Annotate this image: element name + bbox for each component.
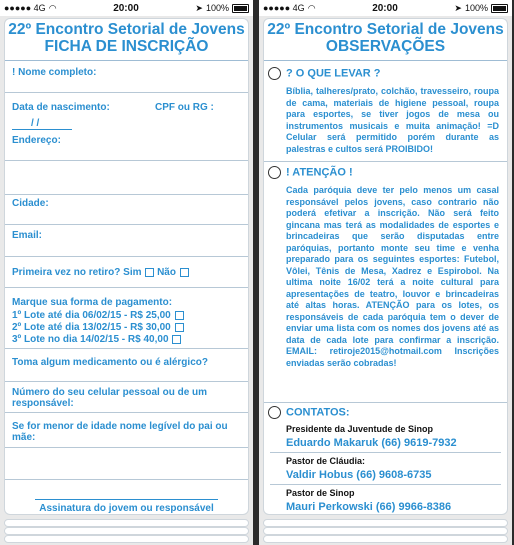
- lote3-label: 3º Lote no dia 14/02/15 - R$ 40,00: [12, 334, 169, 345]
- date-underline: [12, 129, 72, 130]
- sim-checkbox[interactable]: [145, 268, 154, 277]
- lote2-label: 2º Lote até dia 13/02/15 - R$ 30,00: [12, 322, 171, 333]
- atencao-heading: [264, 166, 507, 179]
- lote1-checkbox[interactable]: [175, 311, 184, 320]
- clock: 20:00: [372, 2, 398, 14]
- status-bar: [0, 0, 253, 16]
- bullet-circle-icon: [268, 67, 281, 80]
- registration-form-card: [4, 18, 249, 515]
- form-subtitle: FICHA DE INSCRIÇÃO: [44, 38, 209, 55]
- contact2-label: Pastor de Cláudia:: [286, 456, 366, 466]
- carrier-text: ●●●●● 4G: [263, 3, 305, 13]
- divider: [264, 161, 507, 162]
- battery-icon: [491, 4, 508, 13]
- contact1-value[interactable]: Eduardo Makaruk (66) 9619-7932: [286, 437, 457, 449]
- contatos-title: CONTATOS:: [286, 406, 350, 419]
- card-stack: [263, 527, 508, 535]
- contact2-value[interactable]: Valdir Hobus (66) 9608-6735: [286, 469, 432, 481]
- pagamento-label: Marque sua forma de pagamento:: [12, 297, 173, 308]
- nome-label: ! Nome completo:: [12, 67, 97, 78]
- location-icon: ➤: [195, 2, 203, 13]
- o-que-levar-heading: [264, 67, 507, 80]
- card-stack: [263, 535, 508, 543]
- nascimento-row: [12, 102, 241, 113]
- divider: [5, 224, 248, 225]
- divider: [5, 287, 248, 288]
- obs-header: [264, 19, 507, 61]
- carrier-text: ●●●●● 4G: [4, 3, 46, 13]
- phone-right: [259, 0, 512, 545]
- atencao-title: ! ATENÇÃO !: [286, 166, 353, 179]
- obs-subtitle: OBSERVAÇÕES: [325, 38, 446, 55]
- contatos-heading: [264, 406, 507, 419]
- obs-title: 22º Encontro Setorial de Jovens: [267, 21, 504, 38]
- divider: [5, 92, 248, 93]
- divider: [5, 381, 248, 382]
- o-que-levar-section: [264, 67, 507, 155]
- cidade-label: Cidade:: [12, 198, 49, 209]
- contatos-section: [264, 406, 507, 513]
- email-label: Email:: [12, 230, 43, 241]
- card-stack: [4, 519, 249, 527]
- menor-label: Se for menor de idade nome legível do pai ou mãe:: [12, 421, 228, 443]
- battery-icon: [232, 4, 249, 13]
- lote2-row: [12, 322, 241, 333]
- nao-label: Não: [157, 267, 176, 278]
- battery-percent: 100%: [205, 3, 229, 13]
- form-title: 22º Encontro Setorial de Jovens: [8, 21, 245, 38]
- atencao-section: [264, 166, 507, 369]
- phone-left: [0, 0, 253, 545]
- divider: [5, 348, 248, 349]
- card-stack: [263, 519, 508, 527]
- cpf-label: CPF ou RG :: [155, 102, 214, 113]
- lote3-row: [12, 334, 241, 345]
- wifi-icon: ◠: [307, 2, 316, 13]
- location-icon: ➤: [454, 2, 462, 13]
- bullet-circle-icon: [268, 406, 281, 419]
- divider: [5, 194, 248, 195]
- celular-label: Número do seu celular pessoal ou de um responsável:: [12, 387, 208, 409]
- date-slashes: / /: [31, 118, 40, 129]
- battery-percent: 100%: [464, 3, 488, 13]
- wifi-icon: ◠: [48, 2, 57, 13]
- lote2-checkbox[interactable]: [175, 323, 184, 332]
- bullet-circle-icon: [268, 166, 281, 179]
- primeira-vez-row: [12, 267, 241, 278]
- divider: [5, 160, 248, 161]
- clock: 20:00: [113, 2, 139, 14]
- primeira-vez-label: Primeira vez no retiro? Sim: [12, 267, 142, 278]
- o-que-levar-text: Bíblia, talheres/prato, colchão, travesseiro, roupa de cama, materiais de higiene pessoal, roupa para esportes, se tiver jogos de mesa ou instrumentos musicais e muita animação! =D Celular será permitido porém durante as palestras e cultos será PROIBIDO!: [286, 86, 499, 154]
- contact3-value[interactable]: Mauri Perkowski (66) 9966-8386: [286, 501, 452, 513]
- divider: [5, 256, 248, 257]
- atencao-text: Cada paróquia deve ter pelo menos um casal responsável pelos jovens, caso contrario não poderá efetivar a inscrição. Não será feito gincana mas terá as modalidades de esportes e brincadeiras que serão disputadas entre paróquias, portanto monte seu time e venha preparado para os seguintes esportes: Futebol, Vôlei, Tênis de Mesa, Xadrez e Espirobol. Na ultima noite 16/02 terá a noite cultural para apresentações de teatro, louvor e brincadeiras até altas horas. ATENÇÃO para os lotes, os responsáveis de cada paróquia tem o dever de enviar uma lista com os nomes dos jovens até as data de cada lote para confirmar a inscrição. EMAIL: retiroje2015@hotmail.com Inscrições enviadas serão cobradas!: [286, 185, 499, 368]
- contact3-label: Pastor de Sinop: [286, 488, 355, 498]
- card-stack: [4, 527, 249, 535]
- lote3-checkbox[interactable]: [172, 335, 181, 344]
- divider: [5, 447, 248, 448]
- endereco-label: Endereço:: [12, 135, 61, 146]
- contact1-label: Presidente da Juventude de Sinop: [286, 424, 434, 434]
- card-stack: [4, 535, 249, 543]
- divider: [270, 484, 501, 485]
- status-bar: [259, 0, 512, 16]
- nascimento-label: Data de nascimento:: [12, 102, 110, 113]
- divider: [5, 412, 248, 413]
- nao-checkbox[interactable]: [180, 268, 189, 277]
- lote1-label: 1º Lote até dia 06/02/15 - R$ 25,00: [12, 310, 171, 321]
- o-que-levar-title: ? O QUE LEVAR ?: [286, 67, 381, 80]
- medicamento-label: Toma algum medicamento ou é alérgico?: [12, 357, 208, 368]
- divider: [264, 402, 507, 403]
- signature-line: [35, 499, 218, 500]
- divider: [270, 452, 501, 453]
- signature-label: Assinatura do jovem ou responsável: [39, 503, 214, 514]
- divider: [5, 479, 248, 480]
- form-header: [5, 19, 248, 61]
- lote1-row: [12, 310, 241, 321]
- observations-card: [263, 18, 508, 515]
